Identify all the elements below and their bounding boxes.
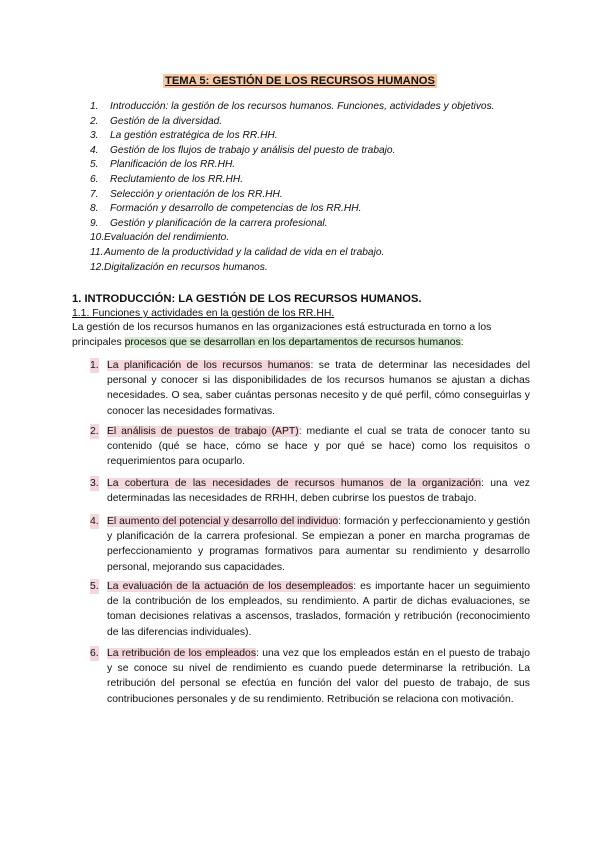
intro-line: [72, 336, 532, 351]
toc-item: [90, 144, 495, 159]
item-number: 3.: [90, 476, 99, 491]
toc-number: 3.: [90, 130, 99, 142]
intro-text: :: [460, 336, 464, 348]
subsection-heading: 1.1. Funciones y actividades en la gestión de los RR.HH.: [72, 308, 335, 319]
toc-text: Planificación de los RR.HH.: [110, 159, 236, 171]
toc-text: Gestión de la diversidad.: [110, 115, 223, 127]
toc-item: [90, 217, 495, 232]
toc-number: 6.: [90, 173, 99, 185]
toc-number: 4.: [90, 144, 99, 156]
list-item: [90, 424, 530, 470]
toc-text: Gestión de los flujos de trabajo y análisis del puesto de trabajo.: [110, 144, 396, 156]
item-number: 1.: [90, 358, 99, 373]
item-text: : una vez que los empleados están en el puesto de trabajo y se conoce su nivel de rendimiento es cuando puede determinarse la retribución. La retribución del personal se efectúa en función del valor del puesto de trabajo, de sus contribuciones personales y de su rendimiento. Retribución se relaciona con motivación.: [107, 648, 530, 705]
item-number: 2.: [90, 424, 99, 439]
item-text: : se trata de determinar las necesidades del personal y conocer si las disponibilidades de los recursos humanos se ajustan a dichas necesidades. O sea, saber cuántas personas necesito y de qué perfil, cómo conseguirlas y conocer las necesidades formativas.: [107, 360, 531, 417]
item-highlight: La planificación de los recursos humanos: [107, 360, 311, 371]
intro-paragraph: [72, 321, 532, 351]
section-heading: 1. INTRODUCCIÓN: LA GESTIÓN DE LOS RECURSOS HUMANOS.: [72, 293, 422, 305]
list-item: [90, 646, 530, 707]
toc-item: [90, 261, 495, 276]
item-highlight: El análisis de puestos de trabajo (APT): [107, 426, 299, 437]
toc-number: 11.: [90, 246, 104, 258]
toc-number: 5.: [90, 159, 99, 171]
item-number: 6.: [90, 646, 99, 661]
toc-item: [90, 129, 495, 144]
toc-item: [90, 115, 495, 130]
toc-item: [90, 173, 495, 188]
document-title: TEMA 5: GESTIÓN DE LOS RECURSOS HUMANOS: [165, 75, 435, 87]
toc-number: 8.: [90, 203, 99, 215]
item-highlight: La retribución de los empleados: [107, 648, 257, 659]
list-item: [90, 358, 530, 419]
toc-text: Digitalización en recursos humanos.: [104, 261, 268, 273]
toc-text: Selección y orientación de los RR.HH.: [110, 188, 283, 200]
item-highlight: El aumento del potencial y desarrollo del individuo: [107, 516, 339, 527]
toc-text: Aumento de la productividad y la calidad de vida en el trabajo.: [104, 246, 385, 258]
item-number: 5.: [90, 579, 99, 594]
toc-text: Formación y desarrollo de competencias de los RR.HH.: [110, 203, 362, 215]
toc-item: [90, 231, 495, 246]
toc-text: Introducción: la gestión de los recursos humanos. Funciones, actividades y objetivos.: [110, 101, 495, 112]
toc-text: Reclutamiento de los RR.HH.: [110, 173, 244, 185]
title-wrap: [0, 71, 600, 89]
intro-text: principales: [72, 336, 125, 348]
item-highlight: La evaluación de la actuación de los desempleados: [107, 581, 354, 592]
toc-item: [90, 202, 495, 217]
item-text: : mediante el cual se trata de conocer tanto su contenido (qué se hace, cómo se hace y por qué se hace) como los requisitos o requerimientos para ocuparlo.: [107, 426, 530, 468]
toc-text: Gestión y planificación de la carrera profesional.: [110, 217, 328, 229]
toc-number: 9.: [90, 217, 99, 229]
item-text: : es importante hacer un seguimiento de la contribución de los empleados, su rendimiento. A partir de dichas evaluaciones, se toman decisiones relativas a ascensos, traslados, formación y retribución (reconocimiento de las diferencias individuales).: [107, 581, 530, 638]
toc-item: [90, 246, 495, 261]
toc-number: 7.: [90, 188, 99, 200]
item-highlight: La cobertura de las necesidades de recursos humanos de la organización: [107, 478, 482, 489]
toc-item: [90, 158, 495, 173]
intro-highlight: procesos que se desarrollan en los departamentos de recursos humanos: [124, 336, 461, 348]
item-text: : formación y perfeccionamiento y gestión y planificación de la carrera profesional. Se empiezan a poner en marcha programas de perfeccionamiento y programas formativos para aumentar su rendimiento y desarrollo personal, mejorando sus capacidades.: [107, 516, 531, 573]
toc-number: 10.: [90, 232, 105, 244]
toc-item: [90, 100, 495, 115]
item-number: 4.: [90, 514, 99, 529]
table-of-contents: [90, 100, 495, 275]
list-item: [90, 476, 530, 506]
toc-number: 1.: [90, 101, 99, 112]
toc-number: 2.: [90, 115, 99, 127]
list-item: [90, 579, 530, 640]
list-item: [90, 514, 530, 575]
toc-text: La gestión estratégica de los RR.HH.: [110, 130, 278, 142]
intro-line: La gestión de los recursos humanos en las organizaciones está estructurada en torno a los: [72, 322, 492, 333]
toc-number: 12.: [90, 261, 105, 273]
toc-text: Evaluación del rendimiento.: [104, 232, 230, 244]
item-text: : una vez determinadas las necesidades de RRHH, deben cubrirse los puestos de trabajo.: [107, 478, 530, 505]
toc-item: [90, 188, 495, 203]
